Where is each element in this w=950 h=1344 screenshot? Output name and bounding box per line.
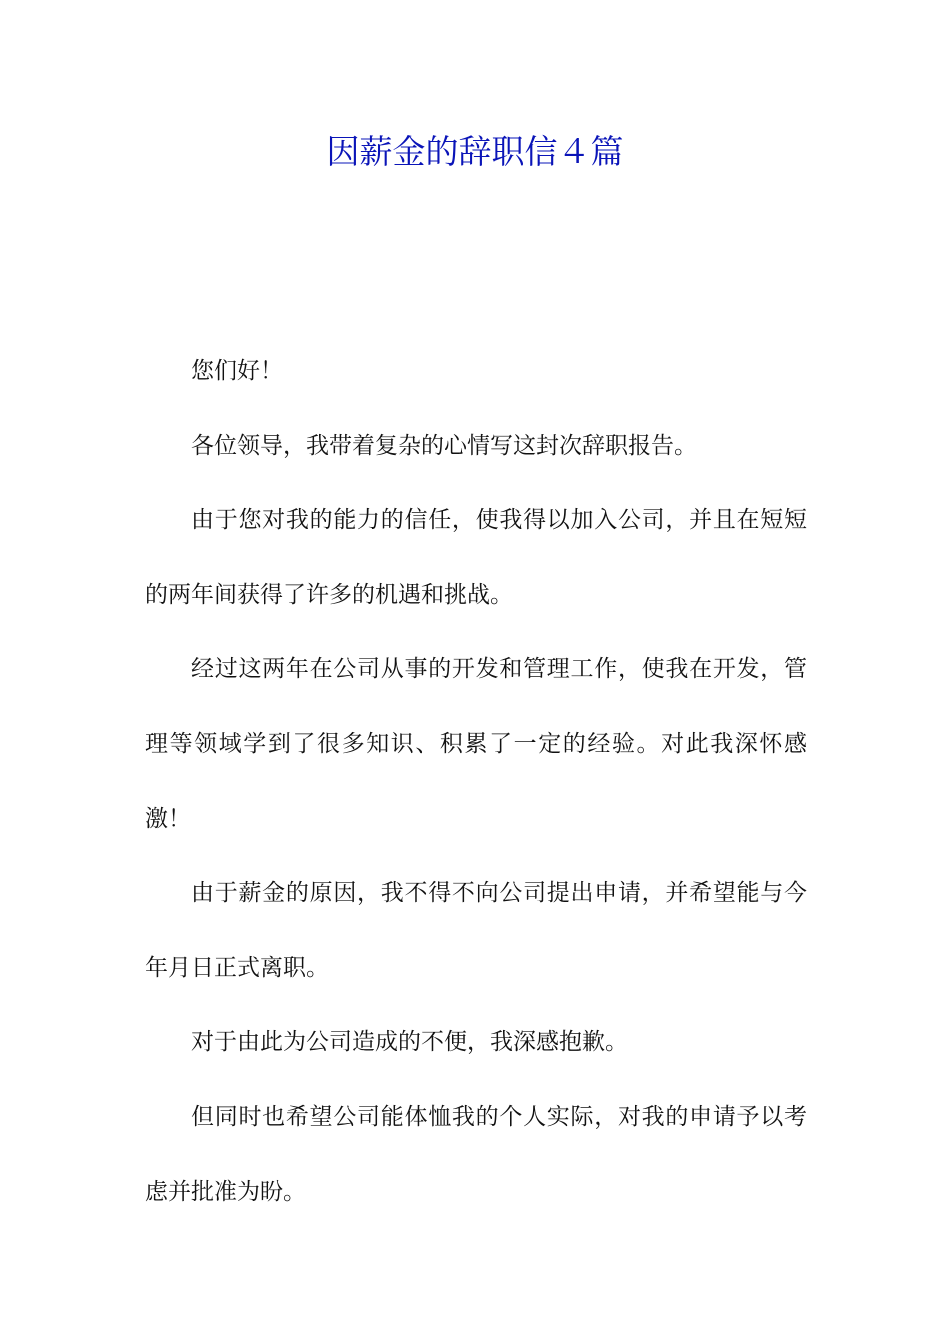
paragraph: 由于薪金的原因，我不得不向公司提出申请，并希望能与今年月日正式离职。 <box>145 880 807 981</box>
document-title: 因薪金的辞职信４篇 <box>326 132 624 171</box>
paragraph: 但同时也希望公司能体恤我的个人实际，对我的申请予以考虑并批准为盼。 <box>145 1103 807 1205</box>
paragraph-greeting: 您们好！ <box>191 358 283 384</box>
paragraph: 由于您对我的能力的信任，使我得以加入公司，并且在短短的两年间获得了许多的机遇和挑战。 <box>145 507 807 608</box>
paragraph: 经过这两年在公司从事的开发和管理工作，使我在开发，管理等领域学到了很多知识、积累了一定的经验。对此我深怀感激！ <box>145 656 807 832</box>
paragraph: 对于由此为公司造成的不便，我深感抱歉。 <box>191 1029 628 1056</box>
paragraph: 各位领导，我带着复杂的心情写这封次辞职报告。 <box>191 432 697 459</box>
letter-body <box>145 334 807 1229</box>
